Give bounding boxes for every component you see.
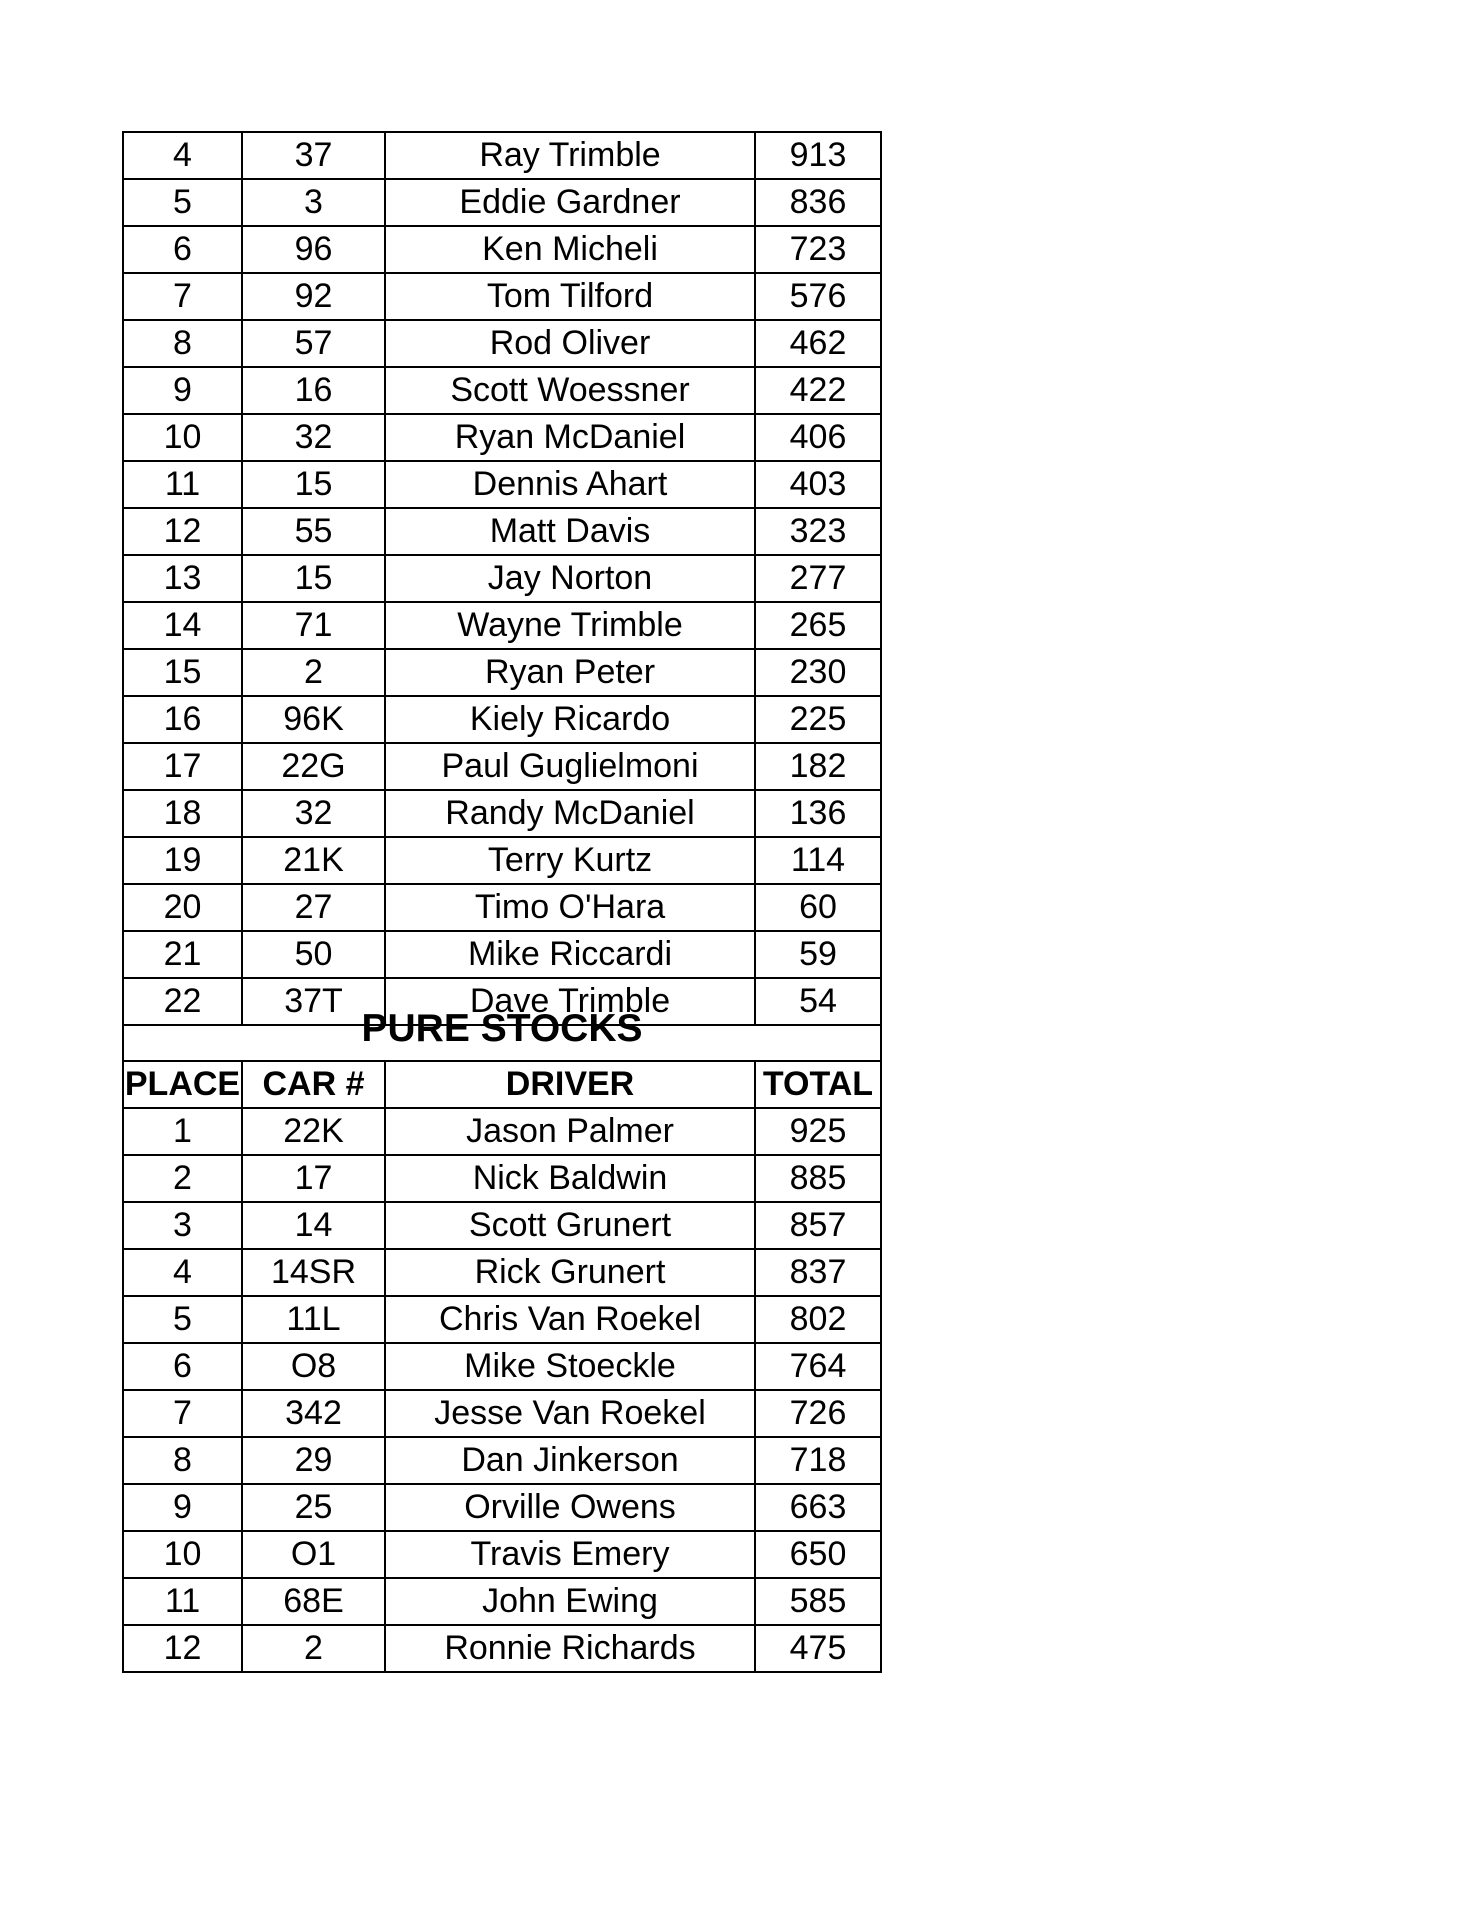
car-cell: O1: [242, 1531, 385, 1578]
table-row: [123, 837, 881, 884]
place-cell: 3: [123, 1202, 242, 1249]
total-cell: 475: [755, 1625, 881, 1672]
standings-table: [122, 131, 882, 1673]
table-row: [123, 649, 881, 696]
table-row: [123, 132, 881, 179]
place-cell: 12: [123, 1625, 242, 1672]
place-cell: 11: [123, 461, 242, 508]
total-cell: 230: [755, 649, 881, 696]
total-cell: 650: [755, 1531, 881, 1578]
driver-cell: Jason Palmer: [385, 1108, 755, 1155]
driver-cell: Jay Norton: [385, 555, 755, 602]
driver-cell: Terry Kurtz: [385, 837, 755, 884]
place-cell: 5: [123, 1296, 242, 1343]
car-cell: 68E: [242, 1578, 385, 1625]
total-cell: 925: [755, 1108, 881, 1155]
driver-cell: Scott Grunert: [385, 1202, 755, 1249]
car-cell: 22K: [242, 1108, 385, 1155]
total-cell: 764: [755, 1343, 881, 1390]
section-title-cell: [123, 1007, 881, 1061]
pure-stocks-section: [123, 1007, 881, 1108]
place-cell: 10: [123, 414, 242, 461]
total-cell: 462: [755, 320, 881, 367]
total-cell: 277: [755, 555, 881, 602]
driver-cell: Chris Van Roekel: [385, 1296, 755, 1343]
total-cell: 885: [755, 1155, 881, 1202]
table-row: [123, 226, 881, 273]
table-row: [123, 1625, 881, 1672]
total-cell: 54: [755, 978, 881, 1025]
column-header-row: [123, 1061, 881, 1108]
place-cell: 15: [123, 649, 242, 696]
car-cell: 15: [242, 555, 385, 602]
header-total: TOTAL: [755, 1061, 881, 1108]
table-row: [123, 743, 881, 790]
table-row: [123, 1390, 881, 1437]
place-cell: 5: [123, 179, 242, 226]
table-row: [123, 1202, 881, 1249]
car-cell: 92: [242, 273, 385, 320]
place-cell: 6: [123, 226, 242, 273]
total-cell: 718: [755, 1437, 881, 1484]
table-row: [123, 1531, 881, 1578]
car-cell: 32: [242, 790, 385, 837]
driver-cell: Matt Davis: [385, 508, 755, 555]
total-cell: 576: [755, 273, 881, 320]
table-row: [123, 367, 881, 414]
table-row: [123, 790, 881, 837]
table-row: [123, 1249, 881, 1296]
section-title-row: [123, 1025, 881, 1061]
driver-cell: Ryan Peter: [385, 649, 755, 696]
place-cell: 22: [123, 978, 242, 1025]
place-cell: 10: [123, 1531, 242, 1578]
table-row: [123, 1296, 881, 1343]
driver-cell: Rod Oliver: [385, 320, 755, 367]
driver-cell: Dave Trimble: [385, 978, 755, 1025]
driver-cell: Wayne Trimble: [385, 602, 755, 649]
driver-cell: Jesse Van Roekel: [385, 1390, 755, 1437]
place-cell: 9: [123, 1484, 242, 1531]
table-row: [123, 884, 881, 931]
place-cell: 4: [123, 132, 242, 179]
driver-cell: Paul Guglielmoni: [385, 743, 755, 790]
driver-cell: Ryan McDaniel: [385, 414, 755, 461]
table-row: [123, 320, 881, 367]
car-cell: 37: [242, 132, 385, 179]
car-cell: 27: [242, 884, 385, 931]
total-cell: 225: [755, 696, 881, 743]
total-cell: 265: [755, 602, 881, 649]
driver-cell: Nick Baldwin: [385, 1155, 755, 1202]
total-cell: 726: [755, 1390, 881, 1437]
driver-cell: Dennis Ahart: [385, 461, 755, 508]
place-cell: 9: [123, 367, 242, 414]
table-row: [123, 461, 881, 508]
total-cell: 837: [755, 1249, 881, 1296]
driver-cell: Kiely Ricardo: [385, 696, 755, 743]
total-cell: 403: [755, 461, 881, 508]
car-cell: 96: [242, 226, 385, 273]
table-row: [123, 273, 881, 320]
car-cell: 21K: [242, 837, 385, 884]
car-cell: 29: [242, 1437, 385, 1484]
car-cell: 37T: [242, 978, 385, 1025]
car-cell: 50: [242, 931, 385, 978]
car-cell: 22G: [242, 743, 385, 790]
driver-cell: Scott Woessner: [385, 367, 755, 414]
car-cell: 16: [242, 367, 385, 414]
table-row: [123, 696, 881, 743]
table-row: [123, 602, 881, 649]
car-cell: 71: [242, 602, 385, 649]
previous-division-rows: [123, 132, 881, 1025]
table-row: [123, 179, 881, 226]
total-cell: 323: [755, 508, 881, 555]
table-row: [123, 1484, 881, 1531]
place-cell: 6: [123, 1343, 242, 1390]
place-cell: 16: [123, 696, 242, 743]
place-cell: 7: [123, 1390, 242, 1437]
total-cell: 913: [755, 132, 881, 179]
place-cell: 14: [123, 602, 242, 649]
car-cell: 2: [242, 1625, 385, 1672]
driver-cell: Ken Micheli: [385, 226, 755, 273]
car-cell: 15: [242, 461, 385, 508]
total-cell: 857: [755, 1202, 881, 1249]
driver-cell: John Ewing: [385, 1578, 755, 1625]
total-cell: 802: [755, 1296, 881, 1343]
table-row: [123, 414, 881, 461]
total-cell: 182: [755, 743, 881, 790]
driver-cell: Ronnie Richards: [385, 1625, 755, 1672]
car-cell: 57: [242, 320, 385, 367]
table-row: [123, 931, 881, 978]
place-cell: 13: [123, 555, 242, 602]
total-cell: 663: [755, 1484, 881, 1531]
table-row: [123, 1108, 881, 1155]
driver-cell: Travis Emery: [385, 1531, 755, 1578]
driver-cell: Ray Trimble: [385, 132, 755, 179]
place-cell: 17: [123, 743, 242, 790]
car-cell: 96K: [242, 696, 385, 743]
place-cell: 12: [123, 508, 242, 555]
place-cell: 7: [123, 273, 242, 320]
driver-cell: Dan Jinkerson: [385, 1437, 755, 1484]
car-cell: O8: [242, 1343, 385, 1390]
table-row: [123, 508, 881, 555]
car-cell: 342: [242, 1390, 385, 1437]
total-cell: 585: [755, 1578, 881, 1625]
table-row: [123, 555, 881, 602]
driver-cell: Mike Stoeckle: [385, 1343, 755, 1390]
car-cell: 2: [242, 649, 385, 696]
place-cell: 21: [123, 931, 242, 978]
place-cell: 1: [123, 1108, 242, 1155]
total-cell: 406: [755, 414, 881, 461]
place-cell: 8: [123, 1437, 242, 1484]
total-cell: 114: [755, 837, 881, 884]
driver-cell: Randy McDaniel: [385, 790, 755, 837]
driver-cell: Mike Riccardi: [385, 931, 755, 978]
driver-cell: Tom Tilford: [385, 273, 755, 320]
place-cell: 4: [123, 1249, 242, 1296]
car-cell: 55: [242, 508, 385, 555]
table-row: [123, 1155, 881, 1202]
place-cell: 2: [123, 1155, 242, 1202]
car-cell: 11L: [242, 1296, 385, 1343]
header-driver: DRIVER: [385, 1061, 755, 1108]
car-cell: 32: [242, 414, 385, 461]
place-cell: 11: [123, 1578, 242, 1625]
car-cell: 17: [242, 1155, 385, 1202]
total-cell: 723: [755, 226, 881, 273]
total-cell: 60: [755, 884, 881, 931]
total-cell: 836: [755, 179, 881, 226]
section-title: PURE STOCKS: [361, 1007, 643, 1050]
place-cell: 20: [123, 884, 242, 931]
table-row: [123, 1343, 881, 1390]
pure-stocks-rows: [123, 1108, 881, 1672]
car-cell: 14: [242, 1202, 385, 1249]
driver-cell: Eddie Gardner: [385, 179, 755, 226]
driver-cell: Orville Owens: [385, 1484, 755, 1531]
total-cell: 422: [755, 367, 881, 414]
place-cell: 19: [123, 837, 242, 884]
driver-cell: Timo O'Hara: [385, 884, 755, 931]
table-row: [123, 1437, 881, 1484]
driver-cell: Rick Grunert: [385, 1249, 755, 1296]
car-cell: 3: [242, 179, 385, 226]
car-cell: 14SR: [242, 1249, 385, 1296]
car-cell: 25: [242, 1484, 385, 1531]
header-place: PLACE: [123, 1061, 242, 1108]
place-cell: 8: [123, 320, 242, 367]
total-cell: 136: [755, 790, 881, 837]
table-row: [123, 1578, 881, 1625]
header-car: CAR #: [242, 1061, 385, 1108]
total-cell: 59: [755, 931, 881, 978]
place-cell: 18: [123, 790, 242, 837]
